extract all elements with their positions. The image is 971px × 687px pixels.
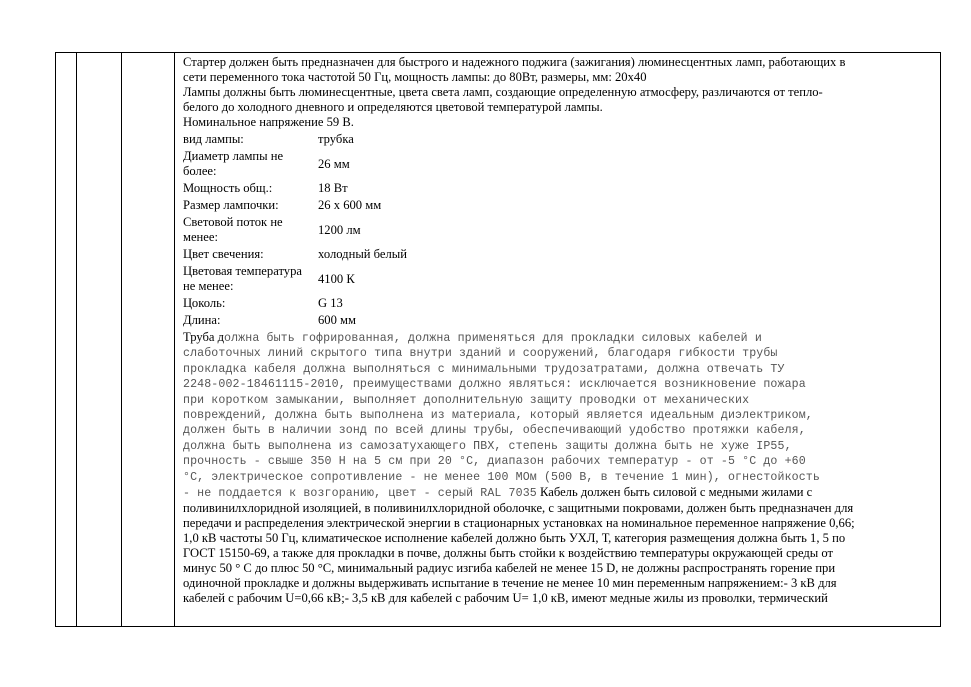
spec-key: Мощность общ.: [183,181,273,195]
column-divider [121,53,122,626]
intro-line: сети переменного тока частотой 50 Гц, мощность лампы: до 80Вт, размеры, мм: 20х40 [183,70,647,84]
pipe-line: °С, электрическое сопротивление - не менее 100 МОм (500 В, в течение 1 мин), огнестойкость [183,470,820,484]
intro-line: Номинальное напряжение 59 В. [183,115,354,129]
spec-row [183,313,935,328]
cable-line: передачи и распределения электрической энергии в стационарных установках на номинальное переменное напряжение 0,66; [183,516,855,531]
spec-row [183,296,935,311]
pipe-line: Труба должна быть гофрированная, должна применяться для прокладки силовых кабелей и [183,330,762,345]
spec-row [183,215,935,245]
spec-value: 26 мм [318,156,350,171]
cable-line: кабелей с рабочим U=0,66 кВ;- 3,5 кВ для кабелей с рабочим U= 1,0 кВ, имеют медные жилы из проволки, термический [183,591,828,606]
spec-key: Диаметр лампы не более: [183,149,284,178]
spec-row [183,132,935,147]
spec-key: Размер лампочки: [183,198,279,212]
spec-row [183,264,935,294]
cable-line: 1,0 кВ частоты 50 Гц, климатическое исполнение кабелей должно быть УХЛ, Т, категория размещения должна быть 1, 5 по [183,531,846,546]
pipe-line: прочность - свыше 350 Н на 5 см при 20 °С, диапазон рабочих температур - от -5 °С до +60 [183,455,806,469]
cable-lead: Кабель должен быть силовой с медными жилами с [536,485,813,500]
column-divider [76,53,77,626]
spec-table [183,132,935,328]
cable-line: одиночной прокладке и должны выдерживать испытание в течение не менее 10 мин переменным напряжением:- 3 кВ для [183,576,837,591]
pipe-line: - не поддается к возгоранию, цвет - серый RAL 7035 Кабель должен быть силовой с медными жилами с [183,485,813,501]
spec-value: 26 х 600 мм [318,198,382,212]
cable-line: ГОСТ 15150-69, а также для прокладки в почве, должны быть стойки к воздействию температуры окружающей среды от [183,546,834,561]
spec-row [183,181,935,196]
table-bottom-border [55,626,941,627]
spec-row [183,198,935,213]
spec-value: 600 мм [318,313,356,327]
spec-key: вид лампы: [183,132,244,146]
pipe-lead: Труба д [183,330,225,344]
intro-line: белого до холодного дневного и определяются цветовой температурой лампы. [183,100,603,114]
cable-paragraph [183,501,935,606]
spec-key: Цоколь: [183,296,226,310]
intro-line: Лампы должны быть люминесцентные, цвета света ламп, создающие определенную атмосферу, различаются от тепло- [183,85,823,99]
cable-line: поливинилхлоридной изоляцией, в поливинилхлоридной оболочке, с защитными покровами, должен быть предназначен для [183,501,854,516]
pipe-line: при коротком замыкании, выполняет дополнительную защиту проводки от механических [183,393,750,407]
pipe-line: слаботочных линий скрытого типа внутри зданий и сооружений, благодаря гибкости трубы [183,347,778,361]
spec-value: 18 Вт [318,181,348,195]
pipe-line: 2248-002-18461115-2010, преимуществами должно являться: исключается возникновение пожара [183,378,806,392]
spec-value: трубка [318,132,354,146]
spec-row [183,247,935,262]
pipe-line: повреждений, должна быть выполнена из материала, который является идеальным диэлектриком, [183,409,813,423]
pipe-line: должен быть в наличии зонд по всей длины трубы, обеспечивающий удобство протяжки кабеля, [183,424,806,438]
pipe-line: должна быть выполнена из самозатухающего ПВХ, степень защиты должна быть не хуже IP55, [183,439,792,453]
spec-value: холодный белый [318,247,407,261]
intro-line: Стартер должен быть предназначен для быстрого и надежного поджига (зажигания) люминесцентных ламп, работающих в [183,55,846,69]
spec-row [183,149,935,179]
column-divider [174,53,175,626]
cable-line: минус 50 ° С до плюс 50 °С, минимальный радиус изгиба кабелей не менее 15 D, не должны распространять горение при [183,561,836,576]
spec-value: 1200 лм [318,222,361,237]
spec-key: Цвет свечения: [183,247,264,261]
spec-key: Цветовая температура не менее: [183,264,302,293]
spec-key: Длина: [183,313,221,327]
pipe-paragraph [183,330,935,501]
spec-value: G 13 [318,296,343,310]
pipe-line: прокладка кабеля должна выполняться с минимальными трудозатратами, должна отвечать ТУ [183,362,785,376]
document-text [183,55,935,606]
spec-key: Световой поток не менее: [183,215,283,244]
spec-value: 4100 К [318,271,355,286]
